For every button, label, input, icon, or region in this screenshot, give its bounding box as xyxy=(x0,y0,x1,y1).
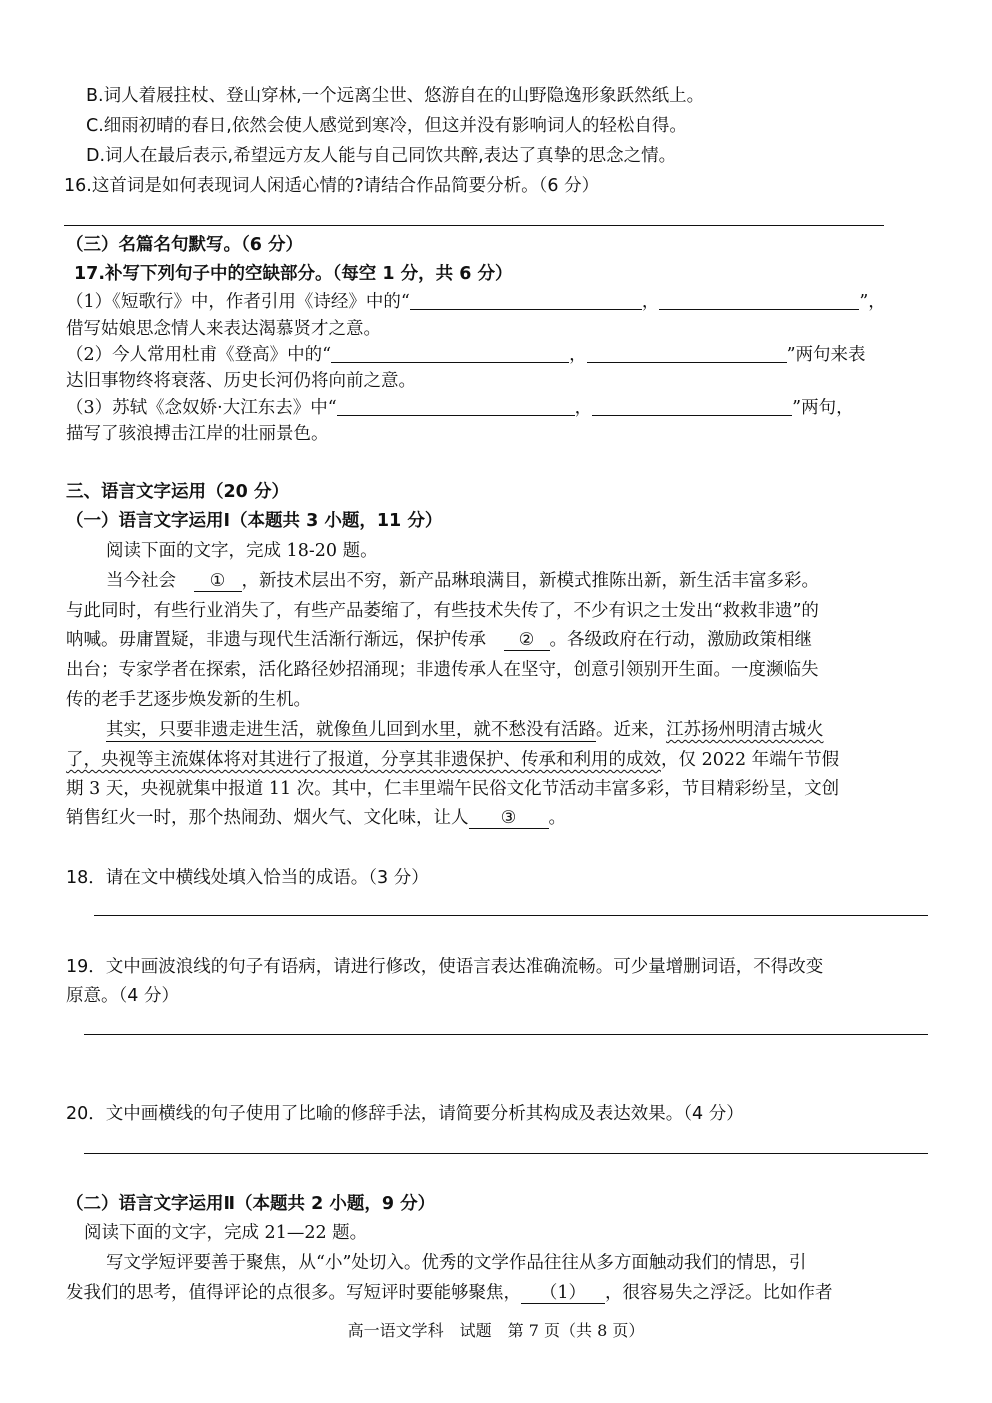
blank-marker-1[interactable]: ① xyxy=(194,572,242,592)
wavy-sentence-part2: 了，央视等主流媒体将对其进行了报道，分享其非遗保护、传承和利用的成效 xyxy=(66,750,661,770)
option-d: D.词人在最后表示,希望远方友人能与自己同饮共醉,表达了真挚的思念之情。 xyxy=(86,146,677,166)
recite-item-2: （2）今人常用杜甫《登高》中的“ ， ”两句来表 xyxy=(66,345,866,365)
question-18: 18．请在文中横线处填入恰当的成语。（3 分） xyxy=(66,868,429,888)
blank-2a[interactable] xyxy=(331,345,569,363)
answer-line-16[interactable] xyxy=(64,225,884,226)
answer-line-19[interactable] xyxy=(84,1034,928,1035)
recite-item-3: （3）苏轼《念奴娇·大江东去》中“ ， ”两句， xyxy=(66,398,854,418)
recite-item-1-cont: 借写姑娘思念情人来表达渴慕贤才之意。 xyxy=(66,319,381,339)
passage-line: 出台；专家学者在探索，活化路径妙招涌现；非遗传承人在坚守，创意引领别开生面。一度濒临失 xyxy=(66,660,819,680)
question-20: 20．文中画横线的句子使用了比喻的修辞手法，请简要分析其构成及表达效果。（4 分） xyxy=(66,1104,744,1124)
blank-1b[interactable] xyxy=(659,292,859,310)
blank-marker-2[interactable]: ② xyxy=(504,631,550,651)
question-16: 16.这首词是如何表现词人闲适心情的?请结合作品简要分析。（6 分） xyxy=(64,176,600,196)
passage-line: 销售红火一时，那个热闹劲、烟火气、文化味，让人 ③ 。 xyxy=(66,808,566,828)
blank-marker-b1[interactable]: （1） xyxy=(521,1284,605,1304)
question-19: 19．文中画波浪线的句子有语病，请进行修改，使语言表达准确流畅。可少量增删词语，不得改变 xyxy=(66,957,824,977)
question-17: 17.补写下列句子中的空缺部分。（每空 1 分，共 6 分） xyxy=(74,264,513,284)
passage-line: 期 3 天，央视就集中报道 11 次。其中，仁丰里端午民俗文化节活动丰富多彩，节目精彩纷呈，文创 xyxy=(66,779,840,799)
section-3-heading: 三、语言文字运用（20 分） xyxy=(66,482,289,502)
passage-line: 与此同时，有些行业消失了，有些产品萎缩了，有些技术失传了，不少有识之士发出“救救非遗”的 xyxy=(66,601,819,621)
section-recite-heading: （三）名篇名句默写。（6 分） xyxy=(66,235,304,255)
passage-line: 了，央视等主流媒体将对其进行了报道，分享其非遗保护、传承和利用的成效，仅 2022 年端午节假 xyxy=(66,750,840,770)
blank-3a[interactable] xyxy=(337,398,575,416)
recite-item-2-cont: 达旧事物终将衰落、历史长河仍将向前之意。 xyxy=(66,371,416,391)
blank-2b[interactable] xyxy=(587,345,787,363)
reading-intro-21-22: 阅读下面的文字，完成 21—22 题。 xyxy=(84,1223,368,1243)
passage-line: 呐喊。毋庸置疑，非遗与现代生活渐行渐远，保护传承 ② 。各级政府在行动，激励政策相继 xyxy=(66,630,812,650)
section-3-sub1: （一）语言文字运用Ⅰ（本题共 3 小题，11 分） xyxy=(66,511,443,531)
passage-line: 写文学短评要善于聚焦，从“小”处切入。优秀的文学作品往往从多方面触动我们的情思，引 xyxy=(106,1253,807,1273)
passage-line: 当今社会 ① ，新技术层出不穷，新产品琳琅满目，新模式推陈出新，新生活丰富多彩。 xyxy=(106,571,819,591)
passage-line: 其实，只要非遗走进生活，就像鱼儿回到水里，就不愁没有活路。近来，江苏扬州明清古城火 xyxy=(106,720,824,740)
answer-line-20[interactable] xyxy=(84,1153,928,1154)
underlined-metaphor-sentence: 其实，只要非遗走进生活，就像鱼儿回到水里，就不愁没有活路 xyxy=(106,720,596,740)
page-footer: 高一语文学科 试题 第 7 页（共 8 页） xyxy=(347,1321,645,1340)
question-19-cont: 原意。（4 分） xyxy=(66,986,179,1006)
passage-line: 发我们的思考，值得评论的点很多。写短评时要能够聚焦， （1） ，很容易失之浮泛。比如作者 xyxy=(66,1283,833,1303)
passage-line: 传的老手艺逐步焕发新的生机。 xyxy=(66,690,311,710)
blank-marker-3[interactable]: ③ xyxy=(469,809,549,829)
recite-item-3-cont: 描写了骇浪搏击江岸的壮丽景色。 xyxy=(66,424,329,444)
option-c: C.细雨初晴的春日,依然会使人感觉到寒冷，但这并没有影响词人的轻松自得。 xyxy=(86,116,687,136)
blank-1a[interactable] xyxy=(410,292,642,310)
section-3-sub2: （二）语言文字运用Ⅱ（本题共 2 小题，9 分） xyxy=(66,1194,436,1214)
reading-intro-18-20: 阅读下面的文字，完成 18-20 题。 xyxy=(106,541,378,561)
recite-item-1: （1）《短歌行》中，作者引用《诗经》中的“ ， ”， xyxy=(66,292,886,312)
answer-line-18[interactable] xyxy=(94,915,928,916)
wavy-sentence-part1: 江苏扬州明清古城火 xyxy=(666,720,824,740)
blank-3b[interactable] xyxy=(592,398,792,416)
option-b: B.词人着屐拄杖、登山穿林,一个远离尘世、悠游自在的山野隐逸形象跃然纸上。 xyxy=(86,86,705,106)
